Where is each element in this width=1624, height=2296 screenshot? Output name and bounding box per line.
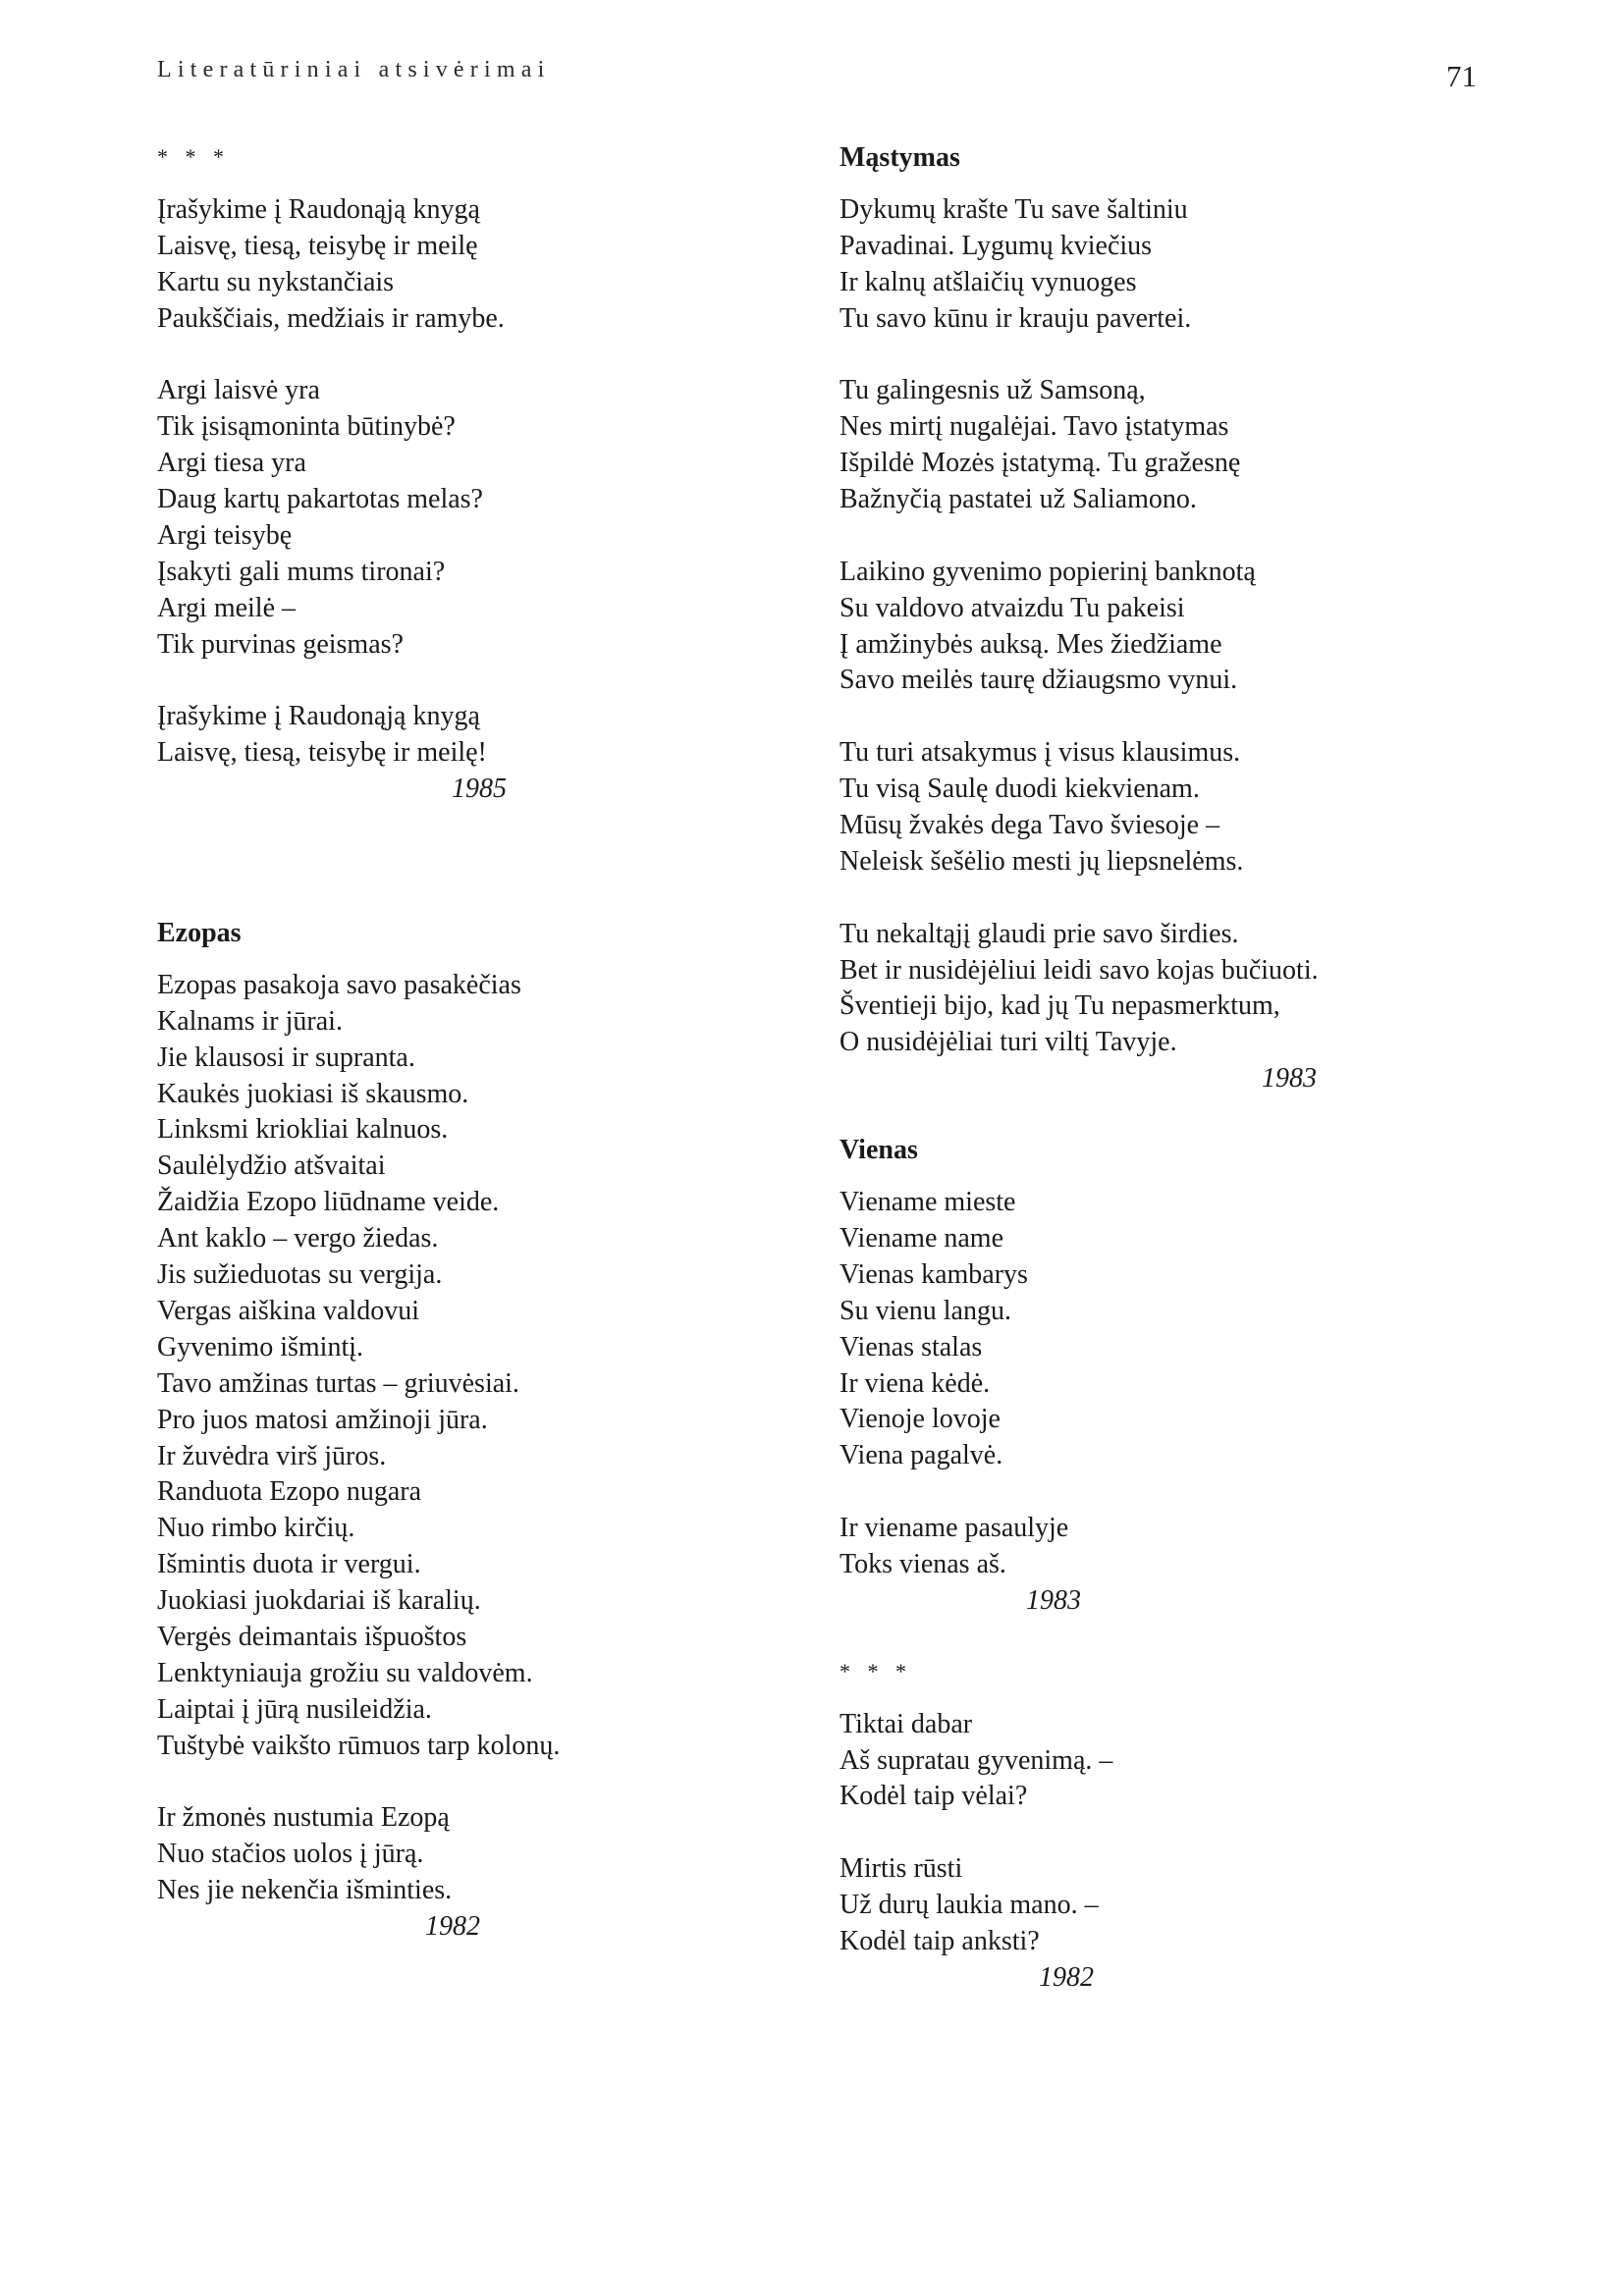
poem-year: 1983 bbox=[1026, 1584, 1081, 1616]
poem-line: Šventieji bijo, kad jų Tu nepasmerktum, bbox=[839, 990, 1280, 1022]
stanza bbox=[839, 373, 1507, 518]
poem-line: Nuo rimbo kirčių. bbox=[157, 1513, 355, 1544]
poem-line: Vienas kambarys bbox=[839, 1258, 1028, 1290]
poem-line: Viena pagalvė. bbox=[839, 1440, 1003, 1471]
poem-line: Gyvenimo išmintį. bbox=[157, 1331, 363, 1362]
poem-year: 1983 bbox=[1262, 1063, 1317, 1095]
poem-mastymas bbox=[839, 140, 1507, 1097]
poem-line: Daug kartų pakartotas melas? bbox=[157, 484, 483, 515]
poem-line: Įrašykime į Raudonąją knygą bbox=[157, 193, 480, 225]
poem-line: Tu savo kūnu ir krauju pavertei. bbox=[839, 302, 1192, 334]
poem-line: Argi teisybę bbox=[157, 519, 293, 551]
poem-line: Išpildė Mozės įstatymą. Tu gražesnę bbox=[839, 448, 1241, 479]
poem-title: Vienas bbox=[839, 1135, 918, 1166]
poem-line: Ir viename pasaulyje bbox=[839, 1513, 1069, 1544]
poem-line: Saulėlydžio atšvaitai bbox=[157, 1150, 386, 1182]
poem-line: Nes mirtį nugalėjai. Tavo įstatymas bbox=[839, 411, 1229, 443]
running-head: Literatūriniai atsivėrimai bbox=[157, 57, 551, 82]
poem-title: Ezopas bbox=[157, 918, 242, 949]
poem-line: Argi tiesa yra bbox=[157, 448, 306, 479]
poem-vienas bbox=[839, 1133, 1507, 1620]
poem-line: Viename mieste bbox=[839, 1187, 1016, 1218]
poem-line: Viename name bbox=[839, 1222, 1004, 1254]
poem-line: Tu galingesnis už Samsoną, bbox=[839, 375, 1146, 406]
poem-title-asterisks: * * * bbox=[157, 144, 230, 169]
poem-line: Ir žmonės nustumia Ezopą bbox=[157, 1802, 450, 1834]
poem-line: Argi meilė – bbox=[157, 592, 297, 623]
poem-line: Kartu su nykstančiais bbox=[157, 266, 395, 297]
poem-line: Išmintis duota ir vergui. bbox=[157, 1549, 421, 1580]
poem-line: Į amžinybės auksą. Mes žiedžiame bbox=[839, 628, 1222, 660]
poem-year: 1985 bbox=[452, 774, 507, 805]
poem-line: Ezopas pasakoja savo pasakėčias bbox=[157, 969, 521, 1000]
stanza bbox=[839, 555, 1507, 700]
poem-line: Vergės deimantais išpuoštos bbox=[157, 1621, 467, 1652]
poem-line: O nusidėjėliai turi viltį Tavyje. bbox=[839, 1027, 1177, 1058]
poem-line: Vienoje lovoje bbox=[839, 1404, 1001, 1435]
poem-line: Dykumų krašte Tu save šaltiniu bbox=[839, 193, 1188, 225]
poem-tiktai-dabar bbox=[839, 1655, 1507, 1997]
poem-line: Nuo stačios uolos į jūrą. bbox=[157, 1839, 424, 1870]
poem-line: Mūsų žvakės dega Tavo šviesoje – bbox=[839, 810, 1220, 841]
poem-line: Kodėl taip anksti? bbox=[839, 1925, 1040, 1956]
poem-line: Argi laisvė yra bbox=[157, 375, 320, 406]
poem-line: Neleisk šešėlio mesti jų liepsnelėms. bbox=[839, 845, 1244, 877]
poem-line: Žaidžia Ezopo liūdname veide. bbox=[157, 1187, 500, 1218]
right-column bbox=[839, 140, 1507, 1997]
poem-line: Linksmi kriokliai kalnuos. bbox=[157, 1114, 449, 1146]
poem-line: Įrašykime į Raudonąją knygą bbox=[157, 701, 480, 732]
poem-line: Kaukės juokiasi iš skausmo. bbox=[157, 1078, 469, 1109]
poem-line: Kodėl taip vėlai? bbox=[839, 1781, 1028, 1812]
poem-line: Mirtis rūsti bbox=[839, 1853, 963, 1885]
stanza bbox=[157, 1800, 785, 1909]
stanza bbox=[157, 699, 785, 772]
stanza bbox=[157, 373, 785, 663]
stanza bbox=[157, 192, 785, 338]
poem-line: Paukščiais, medžiais ir ramybe. bbox=[157, 302, 505, 334]
stanza bbox=[839, 917, 1507, 1062]
poem-line: Juokiasi juokdariai iš karalių. bbox=[157, 1585, 481, 1617]
poem-year: 1982 bbox=[1039, 1961, 1094, 1993]
poem-line: Tu nekaltąjį glaudi prie savo širdies. bbox=[839, 918, 1239, 949]
poem-line: Bet ir nusidėjėliui leidi savo kojas bučiuoti. bbox=[839, 954, 1319, 986]
poem-line: Jie klausosi ir supranta. bbox=[157, 1041, 415, 1073]
poem-line: Ir kalnų atšlaičių vynuoges bbox=[839, 266, 1137, 297]
poem-line: Su vienu langu. bbox=[839, 1295, 1011, 1326]
poem-line: Toks vienas aš. bbox=[839, 1548, 1006, 1579]
poem-line: Lenktyniauja grožiu su valdovėm. bbox=[157, 1657, 533, 1688]
poem-line: Randuota Ezopo nugara bbox=[157, 1476, 422, 1508]
poem-title: Mąstymas bbox=[839, 142, 960, 173]
poem-line: Laisvę, tiesą, teisybę ir meilę bbox=[157, 230, 478, 261]
poem-line: Vergas aiškina valdovui bbox=[157, 1295, 419, 1326]
poem-line: Tiktai dabar bbox=[839, 1708, 973, 1739]
poem-line: Bažnyčią pastatei už Saliamono. bbox=[839, 484, 1197, 515]
poem-line: Nes jie nekenčia išminties. bbox=[157, 1875, 453, 1906]
poem-line: Pavadinai. Lygumų kviečius bbox=[839, 230, 1153, 261]
poem-raudonoji-knyga bbox=[157, 140, 785, 808]
poem-line: Laisvę, tiesą, teisybę ir meilę! bbox=[157, 737, 487, 769]
poem-line: Tik purvinas geismas? bbox=[157, 628, 404, 660]
poem-line: Su valdovo atvaizdu Tu pakeisi bbox=[839, 592, 1185, 623]
stanza bbox=[839, 1707, 1507, 1816]
poem-line: Vienas stalas bbox=[839, 1331, 983, 1362]
poem-year: 1982 bbox=[425, 1911, 480, 1943]
poem-line: Ir viena kėdė. bbox=[839, 1367, 991, 1399]
stanza bbox=[839, 735, 1507, 881]
stanza bbox=[157, 968, 785, 1765]
poem-line: Įsakyti gali mums tironai? bbox=[157, 556, 446, 587]
poem-line: Kalnams ir jūrai. bbox=[157, 1005, 343, 1037]
poem-ezopas bbox=[157, 916, 785, 1946]
stanza bbox=[839, 1511, 1507, 1583]
stanza bbox=[839, 1851, 1507, 1960]
poem-line: Ant kaklo – vergo žiedas. bbox=[157, 1223, 439, 1255]
poem-line: Tavo amžinas turtas – griuvėsiai. bbox=[157, 1367, 519, 1399]
poem-line: Tuštybė vaikšto rūmuos tarp kolonų. bbox=[157, 1730, 561, 1761]
poem-line: Laikino gyvenimo popierinį banknotą bbox=[839, 556, 1256, 587]
poem-line: Tu visą Saulę duodi kiekvienam. bbox=[839, 774, 1200, 805]
poem-line: Už durų laukia mano. – bbox=[839, 1890, 1099, 1921]
poem-line: Pro juos matosi amžinoji jūra. bbox=[157, 1404, 488, 1435]
stanza bbox=[839, 1185, 1507, 1474]
poem-line: Ir žuvėdra virš jūros. bbox=[157, 1440, 387, 1471]
stanza bbox=[839, 192, 1507, 338]
left-column bbox=[157, 140, 785, 1946]
poem-line: Aš supratau gyvenimą. – bbox=[839, 1744, 1113, 1776]
page-number: 71 bbox=[1446, 59, 1477, 93]
poem-line: Tik įsisąmoninta būtinybė? bbox=[157, 411, 456, 443]
poem-title-asterisks: * * * bbox=[839, 1658, 912, 1683]
poem-line: Laiptai į jūrą nusileidžia. bbox=[157, 1693, 432, 1725]
poem-line: Jis sužieduotas su vergija. bbox=[157, 1259, 443, 1291]
poem-line: Tu turi atsakymus į visus klausimus. bbox=[839, 737, 1241, 769]
poem-line: Savo meilės taurę džiaugsmo vynui. bbox=[839, 665, 1238, 696]
